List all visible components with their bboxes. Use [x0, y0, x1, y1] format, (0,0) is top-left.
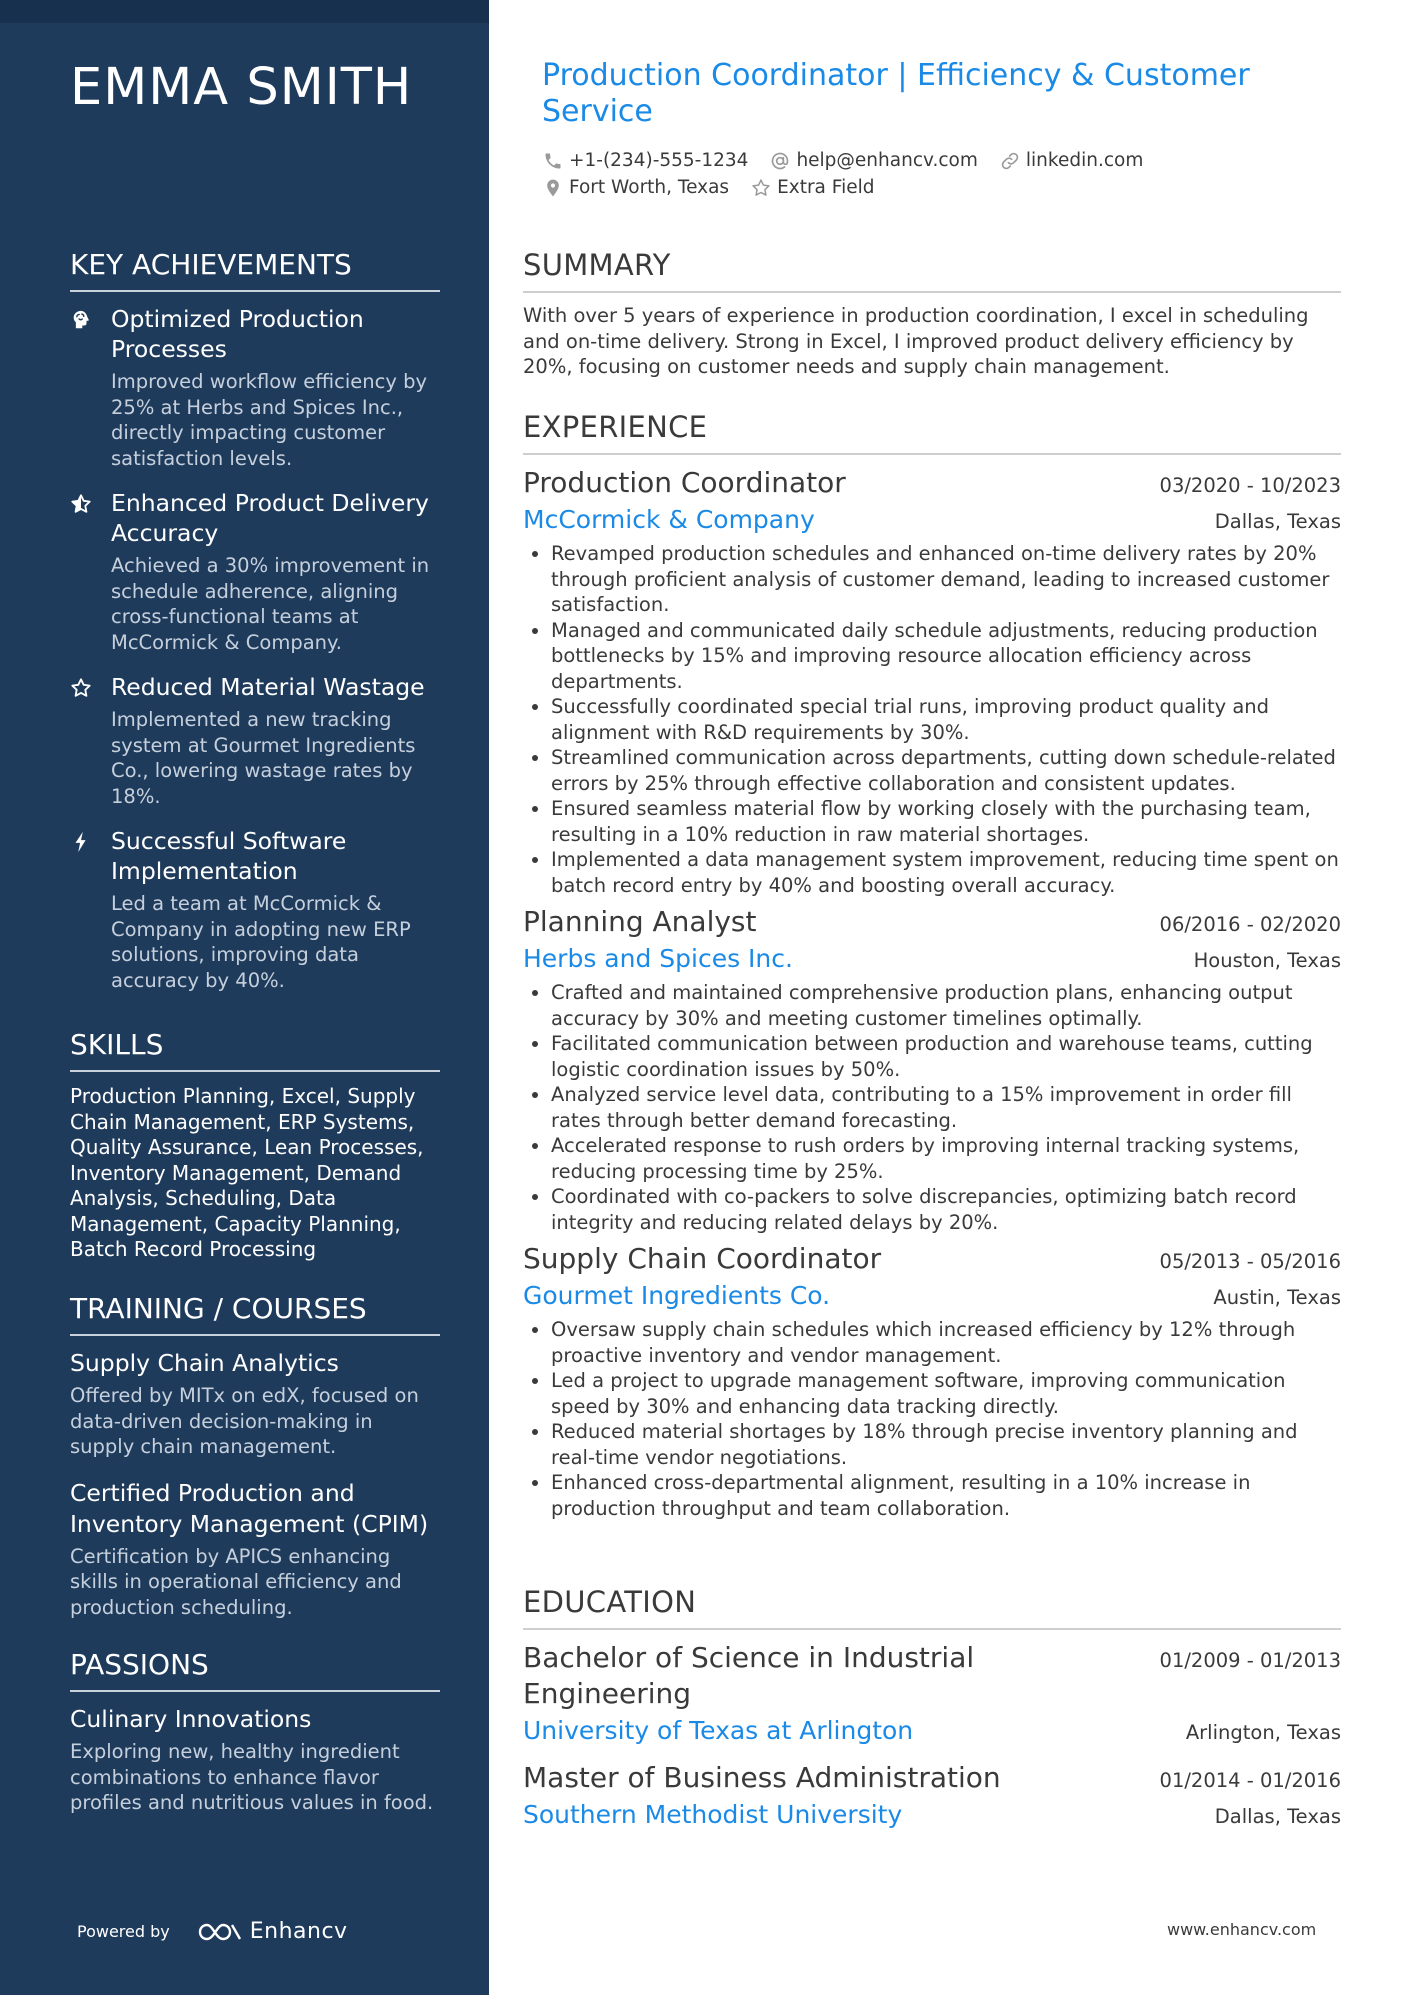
passion-title: Culinary Innovations: [70, 1705, 312, 1733]
star-half-icon: [70, 493, 92, 515]
phone-text: +1-(234)-555-1234: [569, 150, 749, 171]
brain-icon: [70, 309, 92, 331]
education-dates: 01/2014 - 01/2016: [1159, 1769, 1341, 1792]
bullet-item: Enhanced cross-departmental alignment, resulting in a 10% increase in production throughput and team collaboration.: [523, 1470, 1341, 1521]
bullet-item: Ensured seamless material flow by working closely with the purchasing team, resulting in a 10% reduction in raw material shortages.: [523, 796, 1341, 847]
job-bullets: [523, 541, 1341, 898]
bullet-item: Crafted and maintained comprehensive production plans, enhancing output accuracy by 30% and meeting customer timelines optimally.: [523, 980, 1341, 1031]
sidebar-top-bar: [0, 0, 489, 23]
contact-row-1: [543, 150, 1165, 171]
achievement-title: Optimized Production Processes: [111, 305, 364, 363]
skills-list: Production Planning, Excel, Supply Chain Management, ERP Systems, Quality Assurance, Lean Processes, Inventory Management, Demand Analysis, Scheduling, Data Management, Capacity Planning, Batch Record Processing: [70, 1084, 424, 1261]
at-sign-icon: [770, 151, 790, 171]
experience-section: [523, 410, 1341, 1527]
achievement-item: [70, 488, 440, 655]
education-entry: [523, 1760, 1341, 1832]
achievement-description: Achieved a 30% improvement in schedule adherence, aligning cross-functional teams at McCormick & Company.: [111, 554, 430, 654]
degree: Bachelor of Science in Industrial Engineering: [523, 1641, 975, 1710]
contact-row-2: [543, 177, 896, 198]
location-pin-icon: [543, 178, 563, 198]
bullet-item: Successfully coordinated special trial runs, improving product quality and alignment with R&D requirements by 30%.: [523, 694, 1341, 745]
job-location: Austin, Texas: [1213, 1286, 1341, 1309]
location-text: Fort Worth, Texas: [569, 177, 730, 198]
job-company: Herbs and Spices Inc.: [523, 944, 793, 973]
bullet-item: Streamlined communication across departments, cutting down schedule-related errors by 25% through effective collaboration and consistent updates.: [523, 745, 1341, 796]
education-section: [523, 1585, 1341, 1844]
bullet-item: Implemented a data management system improvement, reducing time spent on batch record entry by 40% and boosting overall accuracy.: [523, 847, 1341, 898]
achievement-title: Successful Software Implementation: [111, 827, 347, 885]
summary-text: With over 5 years of experience in production coordination, I excel in scheduling and on-time delivery. Strong in Excel, I improved product delivery efficiency by 20%, focusing on customer needs and supply chain management.: [523, 304, 1309, 378]
course-title: Certified Production and Inventory Management (CPIM): [70, 1478, 429, 1538]
section-title: EDUCATION: [523, 1585, 1341, 1630]
powered-by: [77, 1919, 348, 1944]
job-dates: 06/2016 - 02/2020: [1159, 913, 1341, 936]
contact-extra-field: [751, 177, 874, 198]
course-item: [70, 1348, 440, 1460]
powered-by-label: Powered by: [77, 1922, 170, 1941]
job-dates: 05/2013 - 05/2016: [1159, 1250, 1341, 1273]
email-text: help@enhancv.com: [796, 150, 978, 171]
section-title: SUMMARY: [523, 248, 1341, 293]
job-bullets: [523, 980, 1341, 1235]
achievement-item: [70, 826, 440, 993]
achievement-item: [70, 672, 440, 809]
bullet-item: Reduced material shortages by 18% through precise inventory planning and real-time vendor negotiations.: [523, 1419, 1341, 1470]
bullet-item: Oversaw supply chain schedules which increased efficiency by 12% through proactive inventory and vendor management.: [523, 1317, 1341, 1368]
key-achievements-section: [70, 248, 440, 1010]
section-title: EXPERIENCE: [523, 410, 1341, 455]
education-entry: [523, 1640, 1341, 1748]
school: University of Texas at Arlington: [523, 1716, 914, 1745]
candidate-name: EMMA SMITH: [70, 58, 413, 117]
passion-item: [70, 1704, 440, 1816]
education-dates: 01/2009 - 01/2013: [1159, 1649, 1341, 1672]
phone-icon: [543, 151, 563, 171]
bullet-item: Analyzed service level data, contributing to a 15% improvement in order fill rates through better demand forecasting.: [523, 1082, 1341, 1133]
linkedin-text: linkedin.com: [1025, 150, 1144, 171]
website-link[interactable]: www.enhancv.com: [1167, 1920, 1317, 1939]
job-location: Houston, Texas: [1193, 949, 1341, 972]
job-entry: [523, 904, 1341, 1235]
education-location: Dallas, Texas: [1214, 1805, 1341, 1828]
job-location: Dallas, Texas: [1214, 510, 1341, 533]
job-company: McCormick & Company: [523, 505, 815, 534]
contact-linkedin[interactable]: [1000, 150, 1143, 171]
achievement-title: Reduced Material Wastage: [111, 673, 425, 701]
passions-section: [70, 1648, 440, 1834]
achievement-item: [70, 304, 440, 471]
job-dates: 03/2020 - 10/2023: [1159, 474, 1341, 497]
job-role: Supply Chain Coordinator: [523, 1242, 882, 1275]
section-title: SKILLS: [70, 1028, 440, 1072]
link-icon: [1000, 151, 1020, 171]
sidebar: [0, 0, 489, 1995]
skills-section: [70, 1028, 440, 1263]
section-title: KEY ACHIEVEMENTS: [70, 248, 440, 292]
bullet-item: Accelerated response to rush orders by improving internal tracking systems, reducing processing time by 25%.: [523, 1133, 1341, 1184]
job-bullets: [523, 1317, 1341, 1521]
bullet-item: Revamped production schedules and enhanced on-time delivery rates by 20% through proficient analysis of customer demand, leading to increased customer satisfaction.: [523, 541, 1341, 618]
achievement-description: Implemented a new tracking system at Gourmet Ingredients Co., lowering wastage rates by 18%.: [111, 708, 416, 808]
contact-phone[interactable]: [543, 150, 748, 171]
job-role: Planning Analyst: [523, 905, 757, 938]
achievement-description: Improved workflow efficiency by 25% at Herbs and Spices Inc., directly impacting customer satisfaction levels.: [111, 370, 428, 470]
education-location: Arlington, Texas: [1185, 1721, 1341, 1744]
summary-section: [523, 248, 1341, 380]
job-role: Production Coordinator: [523, 466, 846, 499]
course-item: [70, 1478, 440, 1621]
resume-headline: Production Coordinator | Efficiency & Customer Service: [542, 58, 1250, 129]
star-icon: [70, 677, 92, 699]
course-title: Supply Chain Analytics: [70, 1349, 339, 1377]
brand-name: Enhancv: [249, 1919, 348, 1944]
bullet-item: Facilitated communication between production and warehouse teams, cutting logistic coordination issues by 50%.: [523, 1031, 1341, 1082]
school: Southern Methodist University: [523, 1800, 903, 1829]
bullet-item: Managed and communicated daily schedule adjustments, reducing production bottlenecks by 15% and improving resource allocation efficiency across departments.: [523, 618, 1341, 695]
course-description: Offered by MITx on edX, focused on data-driven decision-making in supply chain management.: [70, 1384, 419, 1458]
section-title: PASSIONS: [70, 1648, 440, 1692]
job-company: Gourmet Ingredients Co.: [523, 1281, 831, 1310]
enhancv-logo-icon: [196, 1920, 242, 1944]
training-section: [70, 1292, 440, 1638]
extra-field-text: Extra Field: [777, 177, 875, 198]
achievement-title: Enhanced Product Delivery Accuracy: [111, 489, 429, 547]
star-outline-icon: [751, 178, 771, 198]
contact-email[interactable]: [770, 150, 977, 171]
degree: Master of Business Administration: [523, 1761, 1001, 1794]
contact-location: [543, 177, 729, 198]
section-title: TRAINING / COURSES: [70, 1292, 440, 1336]
lightning-icon: [70, 831, 92, 853]
job-entry: [523, 465, 1341, 898]
course-description: Certification by APICS enhancing skills in operational efficiency and production scheduling.: [70, 1544, 402, 1619]
achievement-description: Led a team at McCormick & Company in adopting new ERP solutions, improving data accuracy by 40%.: [111, 892, 411, 992]
passion-description: Exploring new, healthy ingredient combinations to enhance flavor profiles and nutritious values in food.: [70, 1740, 434, 1814]
bullet-item: Led a project to upgrade management software, improving communication speed by 30% and enhancing data tracking directly.: [523, 1368, 1341, 1419]
job-entry: [523, 1241, 1341, 1521]
bullet-item: Coordinated with co-packers to solve discrepancies, optimizing batch record integrity and reducing related delays by 20%.: [523, 1184, 1341, 1235]
